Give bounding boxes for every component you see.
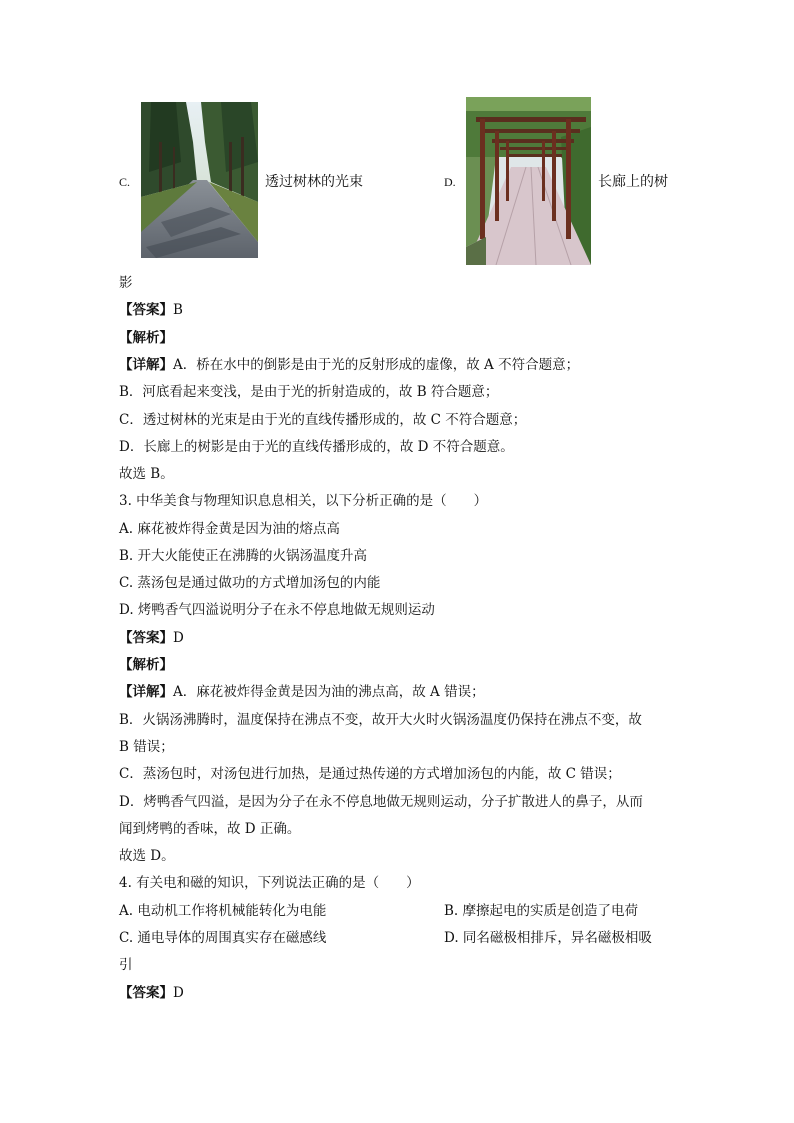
q3-option-a: A. 麻花被炸得金黄是因为油的熔点高: [119, 521, 340, 537]
detail-text: A．麻花被炸得金黄是因为油的沸点高，故 A 错误；: [173, 684, 485, 700]
q3-detail-c: C．蒸汤包时，对汤包进行加热，是通过热传递的方式增加汤包的内能，故 C 错误；: [119, 766, 621, 782]
detail-tag: 【详解】: [119, 357, 173, 373]
q4-option-d-cont: 引: [119, 957, 133, 973]
analysis-tag: 【解析】: [119, 330, 173, 346]
option-c-letter: C.: [119, 175, 131, 189]
analysis-tag: 【解析】: [119, 657, 173, 673]
q3-stem: 3. 中华美食与物理知识息息相关，以下分析正确的是（ ）: [119, 493, 488, 509]
q4-option-a: A. 电动机工作将机械能转化为电能: [119, 903, 327, 919]
option-d-caption: 长廊上的树: [598, 174, 668, 190]
answer-value: B: [173, 302, 183, 318]
q3-answer: [119, 628, 184, 648]
q3-detail-d2: 闻到烤鸭的香味，故 D 正确。: [119, 821, 301, 837]
q4-option-c: C. 通电导体的周围真实存在磁感线: [119, 930, 327, 946]
q3-option-d: D. 烤鸭香气四溢说明分子在永不停息地做无规则运动: [119, 602, 435, 618]
q4-answer: [119, 983, 184, 1003]
q2-analysis-tag: [119, 328, 173, 348]
q4-option-d: D. 同名磁极相排斥，异名磁极相吸: [444, 930, 652, 946]
q2-detail-a: [119, 355, 579, 375]
q3-detail-d1: D．烤鸭香气四溢，是因为分子在永不停息地做无规则运动，分子扩散进人的鼻子，从而: [119, 794, 643, 810]
answer-tag: 【答案】: [119, 302, 173, 318]
answer-tag: 【答案】: [119, 985, 173, 1001]
q3-detail-b1: B．火锅汤沸腾时，温度保持在沸点不变，故开大火时火锅汤温度仍保持在沸点不变，故: [119, 712, 642, 728]
option-d-caption-cont: 影: [119, 275, 133, 291]
forest-road-photo: [141, 102, 258, 258]
q3-analysis-tag: [119, 655, 173, 675]
detail-text: A．桥在水中的倒影是由于光的反射形成的虚像，故 A 不符合题意；: [173, 357, 580, 373]
q3-detail-a: [119, 682, 485, 702]
q4-option-b: B. 摩擦起电的实质是创造了电荷: [444, 903, 639, 919]
q3-detail-b2: B 错误；: [119, 739, 174, 755]
q2-detail-c: C．透过树林的光束是由于光的直线传播形成的，故 C 不符合题意；: [119, 412, 527, 428]
q4-stem: 4. 有关电和磁的知识，下列说法正确的是（ ）: [119, 875, 420, 891]
q2-conclusion: 故选 B。: [119, 466, 174, 482]
answer-tag: 【答案】: [119, 630, 173, 646]
q2-answer: [119, 300, 183, 320]
q3-option-c: C. 蒸汤包是通过做功的方式增加汤包的内能: [119, 575, 381, 591]
q3-conclusion: 故选 D。: [119, 848, 175, 864]
option-c-caption: 透过树林的光束: [265, 174, 363, 190]
detail-tag: 【详解】: [119, 684, 173, 700]
q2-detail-b: B．河底看起来变浅，是由于光的折射造成的，故 B 符合题意；: [119, 384, 499, 400]
q2-detail-d: D．长廊上的树影是由于光的直线传播形成的，故 D 不符合题意。: [119, 439, 514, 455]
answer-value: D: [173, 985, 184, 1001]
corridor-photo: [466, 97, 591, 265]
answer-value: D: [173, 630, 184, 646]
q3-option-b: B. 开大火能使正在沸腾的火锅汤温度升高: [119, 548, 368, 564]
option-d-letter: D.: [444, 175, 456, 189]
